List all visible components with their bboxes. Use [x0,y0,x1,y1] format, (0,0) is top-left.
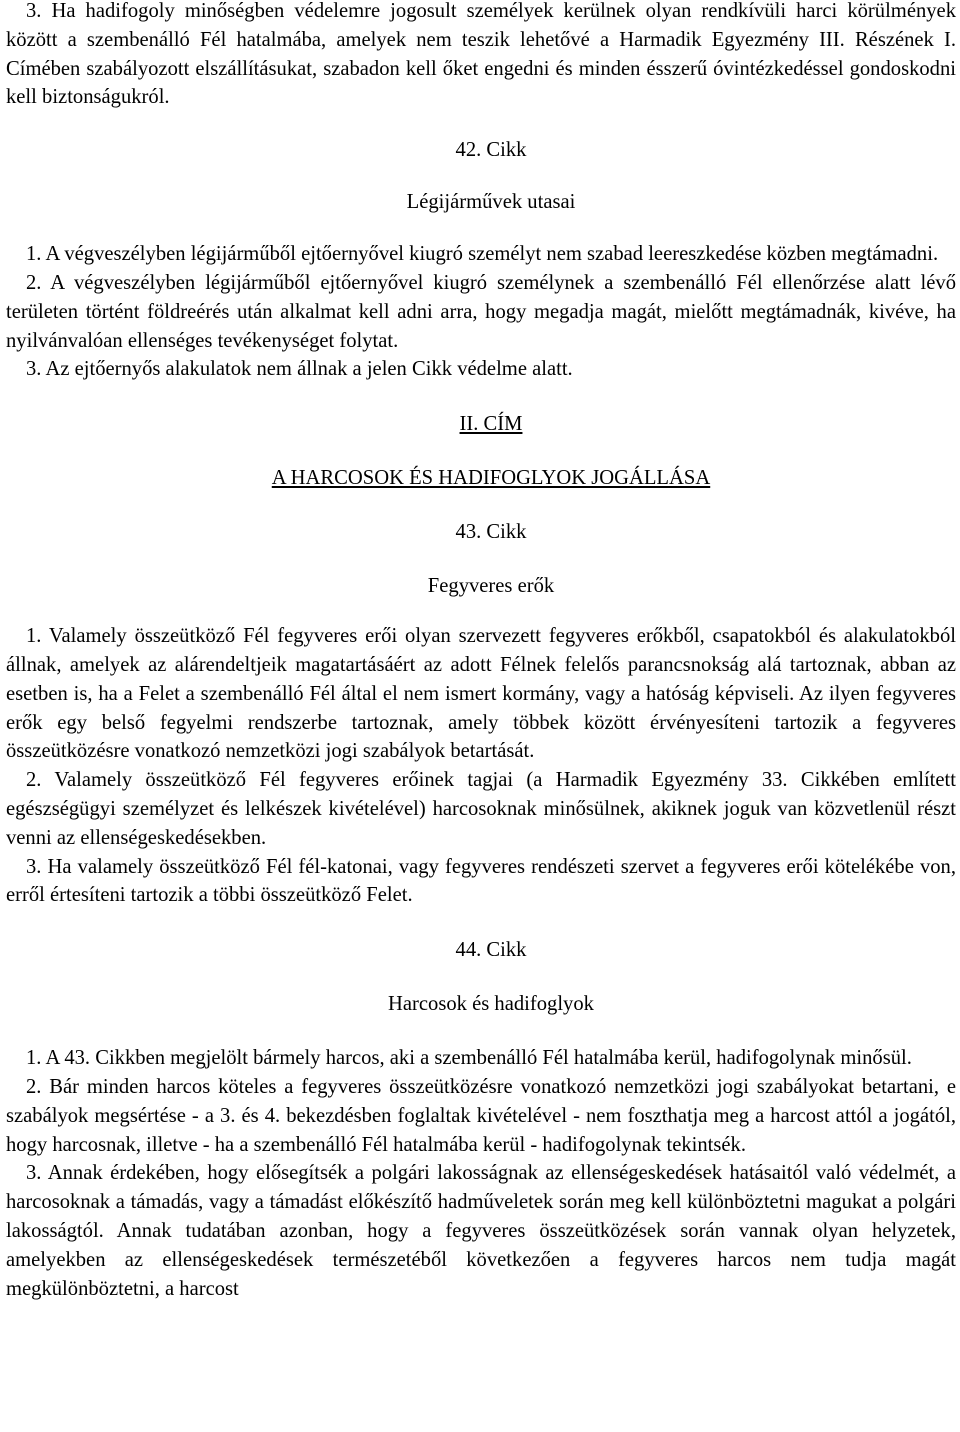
part-2-title: A HARCOSOK ÉS HADIFOGLYOK JOGÁLLÁSA [271,467,711,490]
article-44-number: 44. Cikk [455,939,527,962]
article-44-paragraph-1: 1. A 43. Cikkben megjelölt bármely harcos, aki a szembenálló Fél hatalmába kerül, hadifogolynak minősül. [26,1047,912,1070]
article-42-paragraph-3: 3. Az ejtőernyős alakulatok nem állnak a jelen Cikk védelme alatt. [26,358,573,381]
paragraph-intro-3: 3. Ha hadifogoly minőségben védelemre jogosult személyek kerülnek olyan rendkívüli harci körülmények között a szembenálló Fél hatalmába, amelyek nem teszik lehetővé a Harmadik Egyezmény III. Részének I. Címében szabályozott elszállításukat, szabadon kell őket engedni és minden ésszerű óvintézkedéssel gondoskodni kell biztonságukról. [6,0,956,109]
article-43-number: 43. Cikk [455,521,527,544]
article-42-number: 42. Cikk [455,139,527,162]
article-42-paragraph-1: 1. A végveszélyben légijárműből ejtőernyővel kiugró személyt nem szabad leereszkedése közben megtámadni. [26,243,939,266]
article-42-paragraph-2: 2. A végveszélyben légijárműből ejtőernyővel kiugró személynek a szembenálló Fél ellenőrzése alatt lévő területen történt földreérés után alkalmat kell adni arra, hogy megadja magát, mielőtt megtámadnák, kivéve, ha nyilvánvalóan ellenséges tevékenységet folytat. [6,271,956,352]
document-page [6,0,956,1303]
part-2-heading: II. CÍM [459,413,523,436]
article-42-title: Légijárművek utasai [406,191,576,214]
article-44-paragraph-2: 2. Bár minden harcos köteles a fegyveres összeütközésre vonatkozó nemzetközi jogi szabályokat betartani, e szabályok megsértése - a 3. és 4. bekezdésben foglaltak kivételével - nem foszthatja meg a harcost attól a jogától, hogy harcosnak, illetve - ha a szembenálló Fél hatalmába kerül - hadifogolynak tekintsék. [6,1075,956,1156]
article-43-paragraph-1: 1. Valamely összeütköző Fél fegyveres erői olyan szervezett fegyveres erőkből, csapatokból és alakulatokból állnak, amelyek az alárendeltjeik magatartásáért az adott Félnek felelős parancsnokság alá tartoznak, abban az esetben is, ha a Felet a szembenálló Fél által el nem ismert kormány, vagy a hatóság képviseli. Az ilyen fegyveres erők egy belső fegyelmi rendszerbe tartoznak, amely többek között érvényesíteni tartozik a fegyveres összeütközésre vonatkozó nemzetközi jogi szabályok betartását. [6,625,956,763]
article-44-paragraph-3: 3. Annak érdekében, hogy elősegítsék a polgári lakosságnak az ellenségeskedések hatásaitól való védelmét, a harcosoknak a támadás, vagy a támadást előkészítő hadműveletek során meg kell különböztetni magukat a polgári lakosságtól. Annak tudatában azonban, hogy a fegyveres összeütközések során vannak olyan helyzetek, amelyekben az ellenségeskedések természetéből következően a fegyveres harcos nem tudja magát megkülönböztetni, a harcost [6,1162,956,1300]
article-43-paragraph-2: 2. Valamely összeütköző Fél fegyveres erőinek tagjai (a Harmadik Egyezmény 33. Cikkében említett egészségügyi személyzet és lelkészek kivételével) harcosoknak minősülnek, akiknek joguk van közvetlenül részt venni az ellenségeskedésekben. [6,769,956,849]
article-43-paragraph-3: 3. Ha valamely összeütköző Fél fél-katonai, vagy fegyveres rendészeti szervet a fegyveres erői kötelékébe von, erről értesíteni tartozik a többi összeütköző Felet. [6,855,956,907]
article-44-title: Harcosok és hadifoglyok [388,993,594,1016]
article-43-title: Fegyveres erők [427,575,555,598]
